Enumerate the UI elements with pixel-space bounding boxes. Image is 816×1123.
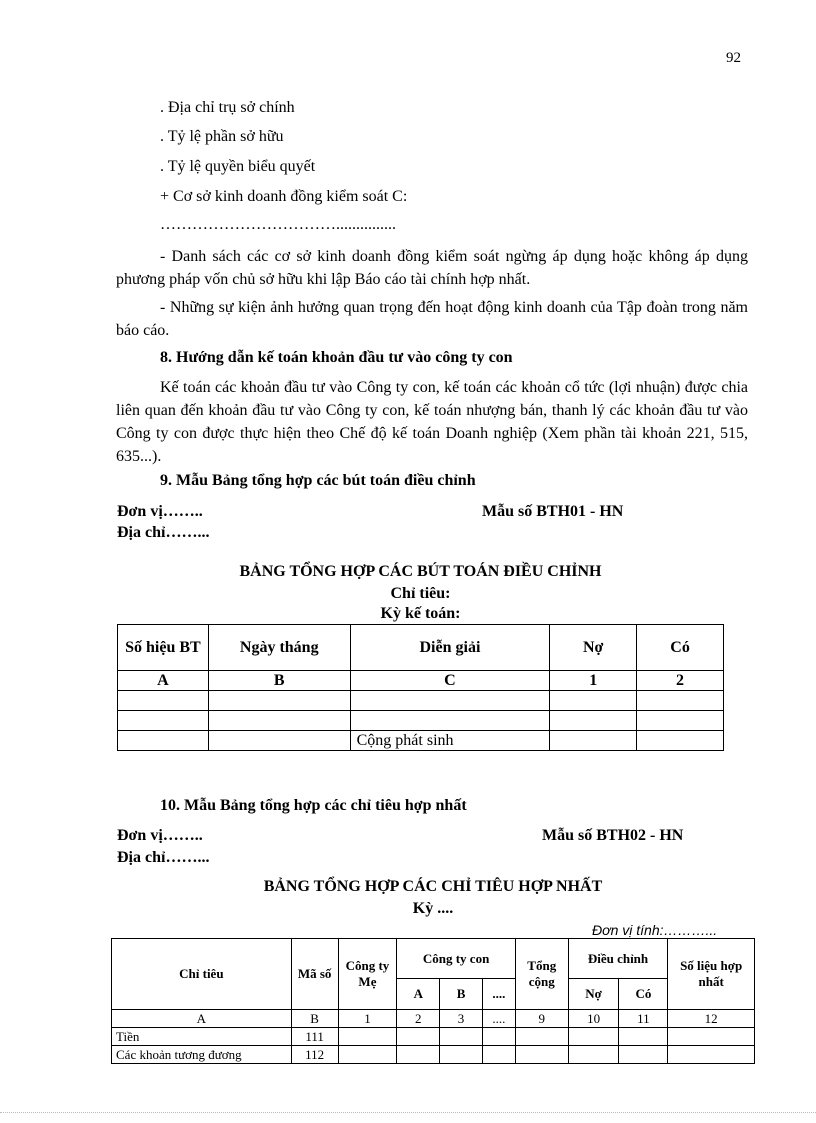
paragraph: - Những sự kiện ảnh hưởng quan trọng đến hoạt động kinh doanh của Tập đoàn trong năm báo cáo. xyxy=(116,299,748,339)
form-subtitle: Kỳ kế toán: xyxy=(380,605,461,622)
code-cell: 9 xyxy=(515,1010,568,1028)
code-cell: 11 xyxy=(619,1010,668,1028)
paragraph: - Danh sách các cơ sở kinh doanh đồng kiểm soát ngừng áp dụng hoặc không áp dụng phương pháp vốn chủ sở hữu khi lập Báo cáo tài chính hợp nhất. xyxy=(116,248,748,288)
form-period: Kỳ .... xyxy=(412,900,454,917)
adjustment-table xyxy=(117,624,724,751)
header-cell: .... xyxy=(482,979,515,1010)
form-title: BẢNG TỔNG HỢP CÁC BÚT TOÁN ĐIỀU CHỈNH xyxy=(239,563,602,580)
form-title: BẢNG TỔNG HỢP CÁC CHỈ TIÊU HỢP NHẤT xyxy=(263,878,603,895)
code-cell: 2 xyxy=(397,1010,440,1028)
header-cell: Chỉ tiêu xyxy=(112,939,292,1010)
code-cell: A xyxy=(118,671,209,691)
row-code: 112 xyxy=(291,1046,338,1064)
code-cell: 2 xyxy=(637,671,724,691)
header-cell: A xyxy=(397,979,440,1010)
code-cell: 10 xyxy=(568,1010,619,1028)
header-cell: Mã số xyxy=(291,939,338,1010)
consolidated-table xyxy=(111,938,755,1064)
header-cell: Số hiệu BT xyxy=(118,625,209,671)
header-cell: Tổng cộng xyxy=(515,939,568,1010)
text-line: . Tỷ lệ phần sở hữu xyxy=(160,128,284,145)
table-row xyxy=(118,691,724,711)
header-cell: Công ty con xyxy=(397,939,515,979)
form-subtitle: Chỉ tiêu: xyxy=(390,585,451,602)
total-label: Cộng phát sinh xyxy=(350,731,550,751)
form-code: Mẫu số BTH02 - HN xyxy=(542,827,684,844)
section-heading: 8. Hướng dẫn kế toán khoản đầu tư vào công ty con xyxy=(160,349,513,366)
header-cell: Có xyxy=(619,979,668,1010)
form-unit: Đơn vị…….. xyxy=(117,827,203,844)
section-heading: 9. Mẫu Bảng tổng hợp các bút toán điều chỉnh xyxy=(160,472,476,489)
row-label: Tiền xyxy=(112,1028,292,1046)
page-number: 92 xyxy=(726,50,741,66)
text-line: . Địa chỉ trụ sở chính xyxy=(160,99,295,116)
header-cell: Số liệu hợp nhất xyxy=(668,939,755,1010)
code-cell: 12 xyxy=(668,1010,755,1028)
code-cell: 1 xyxy=(338,1010,397,1028)
row-label: Các khoản tương đương xyxy=(112,1046,292,1064)
table-row xyxy=(112,1028,755,1046)
header-cell: Ngày tháng xyxy=(208,625,350,671)
dotted-line: ……………………………............... xyxy=(160,216,396,233)
header-cell: Điều chỉnh xyxy=(568,939,668,979)
code-cell: B xyxy=(208,671,350,691)
code-cell: 1 xyxy=(550,671,637,691)
header-cell: Công ty Mẹ xyxy=(338,939,397,1010)
page-bottom-border xyxy=(0,1112,816,1113)
code-cell: C xyxy=(350,671,550,691)
code-cell: B xyxy=(291,1010,338,1028)
code-cell: 3 xyxy=(440,1010,483,1028)
row-code: 111 xyxy=(291,1028,338,1046)
header-cell: Diễn giải xyxy=(350,625,550,671)
form-code: Mẫu số BTH01 - HN xyxy=(482,503,624,520)
table-row xyxy=(118,731,724,751)
header-cell: Nợ xyxy=(550,625,637,671)
currency-unit: Đơn vị tính:………... xyxy=(592,922,718,938)
header-cell: Nợ xyxy=(568,979,619,1010)
table-row xyxy=(118,711,724,731)
section-heading: 10. Mẫu Bảng tổng hợp các chỉ tiêu hợp nhất xyxy=(160,797,467,814)
form-unit: Đơn vị…….. xyxy=(117,503,203,520)
form-address: Địa chỉ……... xyxy=(117,524,210,541)
header-cell: Có xyxy=(637,625,724,671)
text-line: . Tỷ lệ quyền biểu quyết xyxy=(160,158,316,175)
text-line: + Cơ sở kinh doanh đồng kiểm soát C: xyxy=(160,188,408,205)
code-cell: .... xyxy=(482,1010,515,1028)
form-address: Địa chỉ……... xyxy=(117,849,210,866)
header-cell: B xyxy=(440,979,483,1010)
table-row xyxy=(112,1046,755,1064)
paragraph: Kế toán các khoản đầu tư vào Công ty con, kế toán các khoản cổ tức (lợi nhuận) được chia liên quan đến khoản đầu tư vào Công ty con, kế toán nhượng bán, thanh lý các khoản đầu tư vào Công ty con được thực hiện theo Chế độ kế toán Doanh nghiệp (Xem phần tài khoản 221, 515, 635...). xyxy=(116,379,748,465)
code-cell: A xyxy=(112,1010,292,1028)
